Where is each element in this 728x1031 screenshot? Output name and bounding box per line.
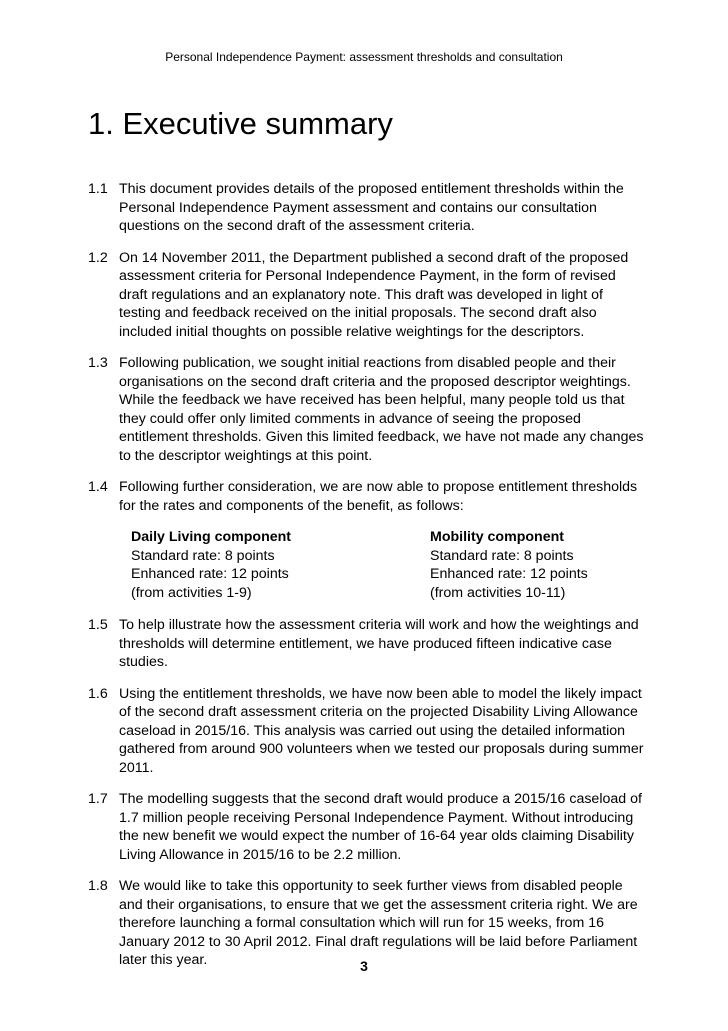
standard-rate: Standard rate: 8 points — [430, 547, 574, 564]
paragraph-text: To help illustrate how the assessment criteria will work and how the weightings and thresholds will determine entitlement, we have produced fifteen indicative case studies. — [119, 617, 639, 670]
paragraph-text: On 14 November 2011, the Department published a second draft of the proposed assessment criteria for Personal Independence Payment, in the form of revised draft regulations and an explanatory note. This draft was developed in light of testing and feedback received on the initial proposals. The second draft also included initial thoughts on possible relative weightings for the descriptors. — [119, 249, 629, 340]
paragraph-1-7 — [88, 790, 648, 864]
mobility-component — [430, 528, 588, 602]
daily-living-component — [131, 528, 430, 602]
paragraph-text: This document provides details of the proposed entitlement thresholds within the Personal Independence Payment assessment and contains our consultation questions on the second draft of the assessment criteria. — [119, 181, 624, 234]
paragraph-text: We would like to take this opportunity to seek further views from disabled people and their organisations, to ensure that we get the assessment criteria right. We are therefore launching a formal consultation which will run for 15 weeks, from 16 January 2012 to 30 April 2012. Final draft regulations will be laid before Parliament later this year. — [119, 878, 638, 968]
paragraph-number: 1.6 — [88, 685, 108, 702]
section-heading: 1. Executive summary — [88, 106, 393, 141]
paragraph-text: Using the entitlement thresholds, we have now been able to model the likely impact of the second draft assessment criteria on the projected Disability Living Allowance caseload in 2015/16. This analysis was carried out using the detailed information gathered from around 900 volunteers when we tested our proposals during summer 2011. — [119, 685, 644, 776]
paragraph-number: 1.7 — [88, 791, 108, 807]
paragraph-number: 1.1 — [88, 181, 108, 197]
paragraph-1-4 — [88, 478, 648, 515]
paragraph-text: Following publication, we sought initial reactions from disabled people and their organisations on the second draft criteria and the proposed descriptor weightings. While the feedback we have received has been helpful, many people told us that they could offer only limited comments in advance of seeing the proposed entitlement thresholds. Given this limited feedback, we have not made any changes to the descriptor weightings at this point. — [119, 355, 644, 464]
paragraph-number: 1.3 — [88, 355, 108, 371]
paragraph-list — [88, 180, 648, 983]
page-number: 3 — [360, 958, 368, 974]
paragraph-text: Following further consideration, we are now able to propose entitlement thresholds for the rates and components of the benefit, as follows: — [119, 479, 638, 514]
paragraph-1-6 — [88, 685, 648, 778]
paragraph-1-8 — [88, 877, 648, 970]
component-thresholds — [131, 528, 648, 602]
paragraph-1-3 — [88, 354, 648, 465]
component-title: Daily Living component — [131, 529, 292, 545]
enhanced-rate: Enhanced rate: 12 points — [430, 566, 588, 582]
paragraph-number: 1.2 — [88, 249, 108, 266]
paragraph-1-1 — [88, 180, 648, 236]
activities-range: (from activities 1-9) — [131, 584, 252, 601]
paragraph-text: The modelling suggests that the second draft would produce a 2015/16 caseload of 1.7 million people receiving Personal Independence Payment. Without introducing the new benefit we would expect the number of 16-64 year olds claiming Disability Living Allowance in 2015/16 to be 2.2 million. — [119, 791, 642, 863]
paragraph-number: 1.5 — [88, 617, 108, 633]
standard-rate: Standard rate: 8 points — [131, 547, 275, 564]
paragraph-number: 1.8 — [88, 878, 108, 894]
paragraph-1-5 — [88, 616, 648, 672]
paragraph-number: 1.4 — [88, 479, 108, 495]
paragraph-1-2 — [88, 249, 648, 342]
activities-range: (from activities 10-11) — [430, 584, 566, 601]
component-title: Mobility component — [430, 529, 564, 545]
running-header: Personal Independence Payment: assessment thresholds and consultation — [165, 50, 563, 64]
enhanced-rate: Enhanced rate: 12 points — [131, 566, 289, 582]
